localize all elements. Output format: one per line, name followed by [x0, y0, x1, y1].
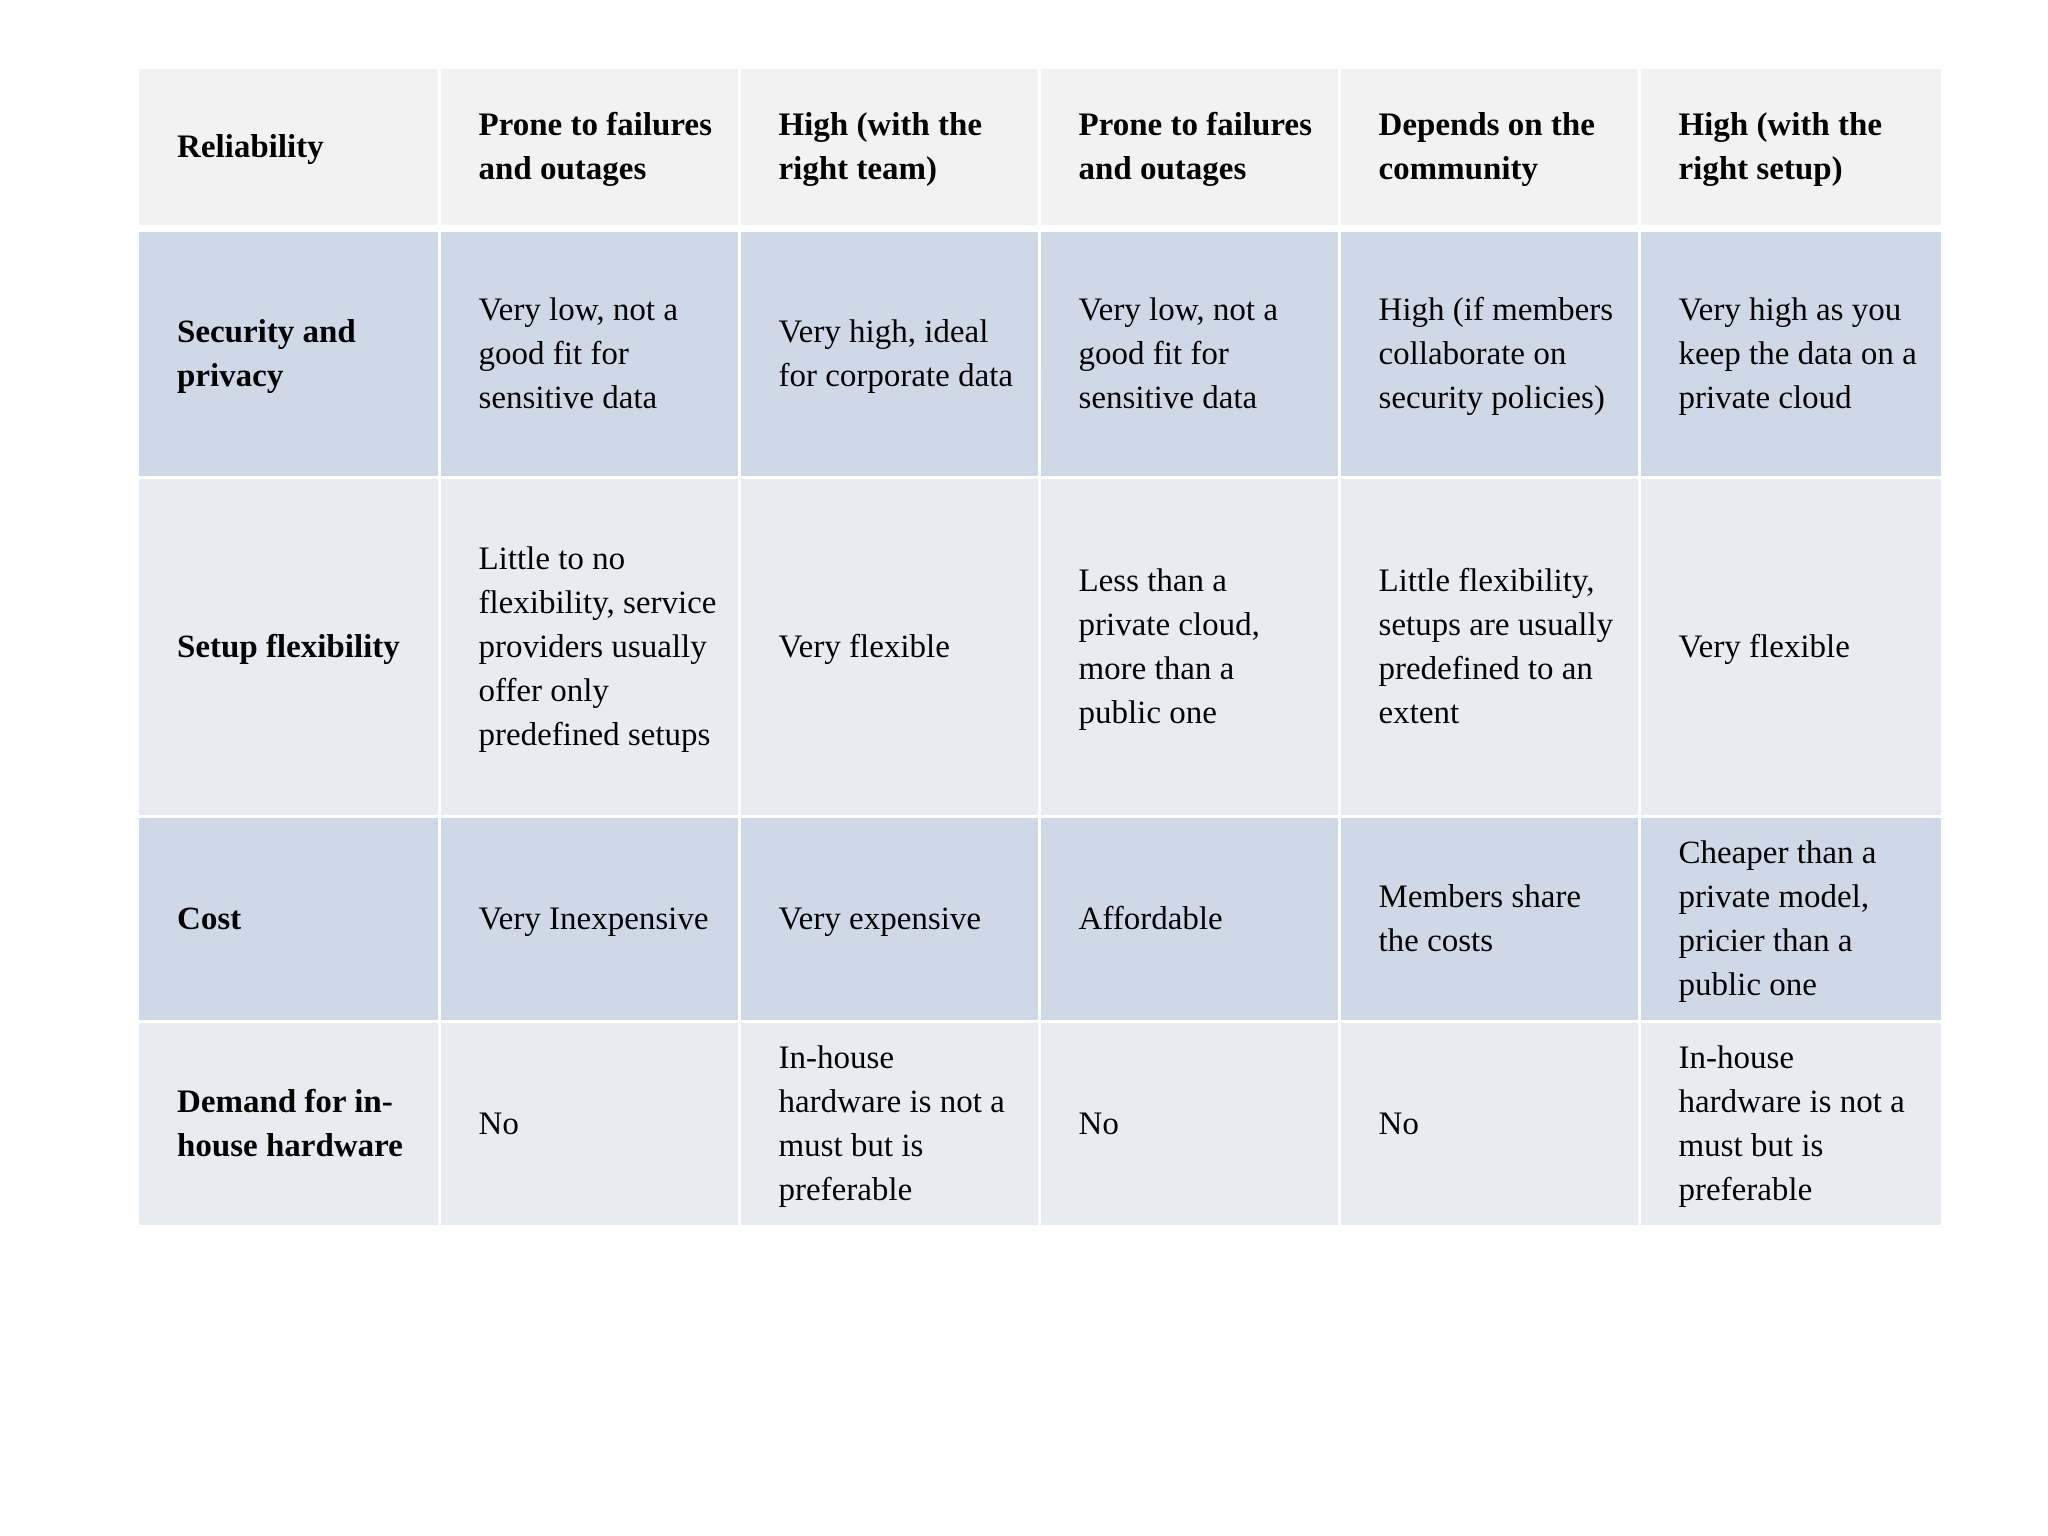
- table-cell: Very Inexpensive: [439, 817, 739, 1022]
- comparison-table: [139, 69, 1941, 1225]
- table-cell: Prone to failures and outages: [439, 69, 739, 229]
- table-cell: Members share the costs: [1339, 817, 1639, 1022]
- table-cell: No: [1039, 1022, 1339, 1226]
- table-row-cost: [139, 817, 1941, 1022]
- row-label: Demand for in-house hardware: [139, 1022, 439, 1226]
- table-cell: Little flexibility, setups are usually predefined to an extent: [1339, 478, 1639, 817]
- table-cell: Affordable: [1039, 817, 1339, 1022]
- table-row-in-house-hardware: [139, 1022, 1941, 1226]
- table-cell: Little to no flexibility, service providers usually offer only predefined setups: [439, 478, 739, 817]
- table-row-security: [139, 229, 1941, 478]
- table-row-reliability: [139, 69, 1941, 229]
- comparison-table-wrapper: [139, 69, 1941, 1225]
- table-cell: Cheaper than a private model, pricier than a public one: [1639, 817, 1941, 1022]
- table-cell: High (if members collaborate on security policies): [1339, 229, 1639, 478]
- table-cell: Very flexible: [1639, 478, 1941, 817]
- table-cell: Prone to failures and outages: [1039, 69, 1339, 229]
- table-cell: High (with the right team): [739, 69, 1039, 229]
- table-cell: Very low, not a good fit for sensitive data: [1039, 229, 1339, 478]
- table-cell: No: [439, 1022, 739, 1226]
- row-label: Cost: [139, 817, 439, 1022]
- row-label: Security and privacy: [139, 229, 439, 478]
- table-cell: Very high as you keep the data on a private cloud: [1639, 229, 1941, 478]
- table-cell: In-house hardware is not a must but is preferable: [739, 1022, 1039, 1226]
- row-label: Setup flexibility: [139, 478, 439, 817]
- table-cell: Less than a private cloud, more than a public one: [1039, 478, 1339, 817]
- table-cell: No: [1339, 1022, 1639, 1226]
- row-label: Reliability: [139, 69, 439, 229]
- table-cell: High (with the right setup): [1639, 69, 1941, 229]
- table-row-setup-flexibility: [139, 478, 1941, 817]
- table-cell: Depends on the community: [1339, 69, 1639, 229]
- table-cell: Very expensive: [739, 817, 1039, 1022]
- table-cell: In-house hardware is not a must but is preferable: [1639, 1022, 1941, 1226]
- table-cell: Very high, ideal for corporate data: [739, 229, 1039, 478]
- table-cell: Very low, not a good fit for sensitive data: [439, 229, 739, 478]
- table-cell: Very flexible: [739, 478, 1039, 817]
